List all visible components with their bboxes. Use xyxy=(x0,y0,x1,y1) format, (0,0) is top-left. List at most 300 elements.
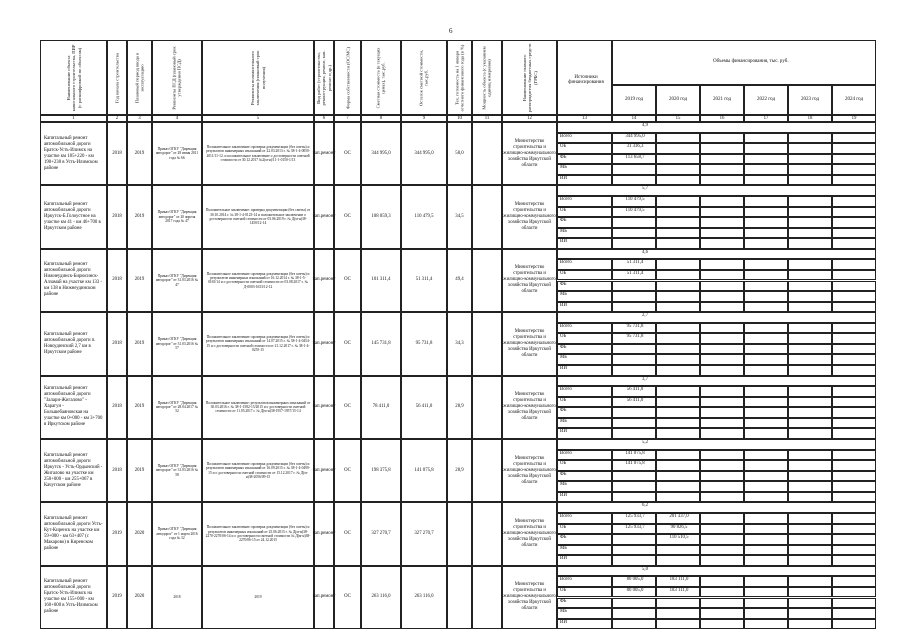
funding-value xyxy=(744,238,788,249)
cell-rest: 327 270,7 xyxy=(401,502,447,565)
funding-value xyxy=(788,217,832,228)
funding-source: Всего xyxy=(557,450,612,461)
header-label: Реквизиты ПСД (плановый срок утверждения ПСД) xyxy=(171,45,182,110)
funding-value xyxy=(612,228,656,239)
year-label: 2023 год xyxy=(800,97,820,102)
funding-value xyxy=(788,545,832,556)
funding-value xyxy=(612,164,656,175)
funding-value xyxy=(832,365,876,376)
funding-value xyxy=(832,608,876,619)
funding-value xyxy=(656,481,700,492)
funding-value xyxy=(700,608,744,619)
funding-value: 51 311,4 xyxy=(612,259,656,270)
cell-cost: 344 995,0 xyxy=(361,122,401,185)
funding-value xyxy=(656,228,700,239)
funding-value xyxy=(744,545,788,556)
column-index: 7 xyxy=(334,115,361,122)
funding-value xyxy=(744,524,788,535)
funding-value xyxy=(700,407,744,418)
funding-value xyxy=(788,281,832,292)
funding-value xyxy=(612,534,656,545)
funding-value xyxy=(832,534,876,545)
funding-value xyxy=(700,302,744,313)
funding-value xyxy=(788,524,832,535)
cell-own: ОС xyxy=(334,249,361,312)
funding-value xyxy=(700,238,744,249)
funding-value xyxy=(700,428,744,439)
funding-value xyxy=(700,555,744,566)
cell-rest: 263 116,0 xyxy=(401,566,447,629)
funding-source: ОБ xyxy=(557,143,612,154)
column-index: 12 xyxy=(502,115,557,122)
funding-value xyxy=(832,619,876,630)
funding-value xyxy=(656,143,700,154)
cell-capacity xyxy=(472,566,502,629)
funding-value xyxy=(612,471,656,482)
funding-value xyxy=(700,175,744,186)
funding-value xyxy=(788,534,832,545)
financing-note-row xyxy=(557,566,876,577)
column-index: 9 xyxy=(401,115,447,122)
funding-value xyxy=(788,397,832,408)
financing-note: 3,7 xyxy=(642,376,648,382)
funding-source: ФБ xyxy=(557,407,612,418)
cell-capacity xyxy=(472,502,502,565)
cell-capacity xyxy=(472,312,502,375)
funding-value xyxy=(656,259,700,270)
funding-value xyxy=(700,545,744,556)
cell-end: 2019 xyxy=(127,312,152,375)
funding-value xyxy=(744,323,788,334)
funding-value xyxy=(788,164,832,175)
cell-conclusion: Положительное заключение: проверка документации (без сметы) и результатов инженерных изысканий от 14.07.2015 г. № 38-1-4-0454-15 и о достоверности сметной стоимости от 21.12.2017 г. № 38-1-4-0255-15 xyxy=(202,312,314,375)
year-label: 2019 год xyxy=(624,97,644,102)
cell-start: 2018 xyxy=(107,312,127,375)
funding-value xyxy=(788,323,832,334)
year-label: 2022 год xyxy=(756,97,776,102)
funding-value xyxy=(744,133,788,144)
funding-value xyxy=(656,397,700,408)
funding-value xyxy=(656,492,700,503)
cell-cost: 198 375,8 xyxy=(361,439,401,502)
funding-value xyxy=(612,492,656,503)
funding-source: Всего xyxy=(557,323,612,334)
cell-name: Капитальный ремонт автомобильной дороги Иркутск-Б.Голоустное на участке км 41 - км 46+700 в Иркутском районе xyxy=(40,185,107,248)
funding-value: 113 658,7 xyxy=(612,154,656,165)
funding-value xyxy=(656,154,700,165)
cell-psd: Приказ ОГКУ "Дирекция автодорог" от 28 июня 2011 года № 66 xyxy=(152,122,202,185)
funding-value xyxy=(832,164,876,175)
cell-own: ОС xyxy=(334,502,361,565)
funding-value xyxy=(744,291,788,302)
cell-rest: 141 075,8 xyxy=(401,439,447,502)
cell-own: ОС xyxy=(334,376,361,439)
funding-value xyxy=(744,196,788,207)
cell-ready: 34,5 xyxy=(447,185,472,248)
funding-source: Всего xyxy=(557,196,612,207)
funding-value xyxy=(744,608,788,619)
funding-value xyxy=(788,619,832,630)
cell-capacity xyxy=(472,122,502,185)
column-index: 8 xyxy=(361,115,401,122)
cell-end: 2020 xyxy=(127,566,152,629)
cell-name: Капитальный ремонт автомобильной дороги Братск-Усть-Илимск на участке км 155+000 - км 160+000 в Усть-Илимском районе xyxy=(40,566,107,629)
funding-value xyxy=(832,228,876,239)
cell-psd: Приказ ОГКУ "Дирекция автодорог" от 1 марта 2016 года № 32 xyxy=(152,502,202,565)
funding-source: МБ xyxy=(557,164,612,175)
funding-value xyxy=(700,143,744,154)
funding-value xyxy=(788,407,832,418)
cell-end: 2019 xyxy=(127,376,152,439)
cell-start: 2018 xyxy=(107,376,127,439)
cell-rest: 95 731,8 xyxy=(401,312,447,375)
header-cell-3 xyxy=(127,40,152,115)
cell-name: Капитальный ремонт автомобильной дороги "Залари-Жигалово" - Харагун - Большебаяновская на участке км 0+000 - км 3+700 в Иркутском районе xyxy=(40,376,107,439)
column-index: 4 xyxy=(152,115,202,122)
cell-conclusion: Положительное заключение: проверка документации (без сметы) и результатов инженерных изысканий от 25.06.2015 г. № Д(м-н)38-2270-2270/06-14 и о достоверности сметной стоимости № Д(м-н)38-2270/06-15 от 24.12.2015 xyxy=(202,502,314,565)
funding-value xyxy=(788,598,832,609)
funding-value xyxy=(700,492,744,503)
cell-cost: 263 116,0 xyxy=(361,566,401,629)
funding-value xyxy=(700,598,744,609)
column-index: 16 xyxy=(700,115,744,122)
funding-value xyxy=(832,133,876,144)
funding-value xyxy=(744,407,788,418)
funding-value xyxy=(744,386,788,397)
funding-value xyxy=(788,133,832,144)
funding-value xyxy=(656,164,700,175)
funding-value xyxy=(744,354,788,365)
cell-grbs: Министерство строительства и жилищно-коммунального хозяйства Иркутской области xyxy=(502,502,557,565)
cell-start: 2018 xyxy=(107,249,127,312)
header-cell-7 xyxy=(334,40,361,115)
funding-value xyxy=(656,471,700,482)
cell-capacity xyxy=(472,249,502,312)
cell-psd: Приказ ОГКУ "Дирекция автодорог" от 31.03.2016 № 58 xyxy=(152,439,202,502)
cell-ready: 28,9 xyxy=(447,376,472,439)
funding-source: ФБ xyxy=(557,281,612,292)
cell-ready xyxy=(447,566,472,629)
funding-source: Всего xyxy=(557,259,612,270)
funding-value xyxy=(612,238,656,249)
funding-value xyxy=(700,164,744,175)
header-year xyxy=(656,85,700,115)
cell-name: Капитальный ремонт автомобильной дороги Иркутск - Усть-Ордынский - Жигалово на участке км 250+000 - км 255+067 в Качугском районе xyxy=(40,439,107,502)
header-year xyxy=(612,85,656,115)
financing-note-row xyxy=(557,312,876,323)
cell-work: кап.ремонт xyxy=(314,249,334,312)
cell-psd: Приказ ОГКУ "Дирекция автодорог" от 31.03.2016 № 57 xyxy=(152,312,202,375)
funding-value xyxy=(700,365,744,376)
cell-capacity xyxy=(472,185,502,248)
cell-grbs: Министерство строительства и жилищно-коммунального хозяйства Иркутской области xyxy=(502,312,557,375)
header-cell-6 xyxy=(314,40,334,115)
header-volumes xyxy=(612,40,876,85)
cell-work: кап.ремонт xyxy=(314,185,334,248)
funding-value xyxy=(744,598,788,609)
header-label: Остаток сметной стоимости, тыс.руб. xyxy=(418,49,429,106)
funding-value: 95 731,8 xyxy=(612,333,656,344)
funding-value xyxy=(700,323,744,334)
funding-value xyxy=(832,333,876,344)
funding-value xyxy=(832,471,876,482)
column-index: 14 xyxy=(612,115,656,122)
funding-value xyxy=(700,154,744,165)
funding-source: ОБ xyxy=(557,207,612,218)
funding-value xyxy=(700,270,744,281)
funding-value xyxy=(744,259,788,270)
funding-value xyxy=(700,534,744,545)
financing-note: 4,6 xyxy=(642,249,648,255)
funding-value xyxy=(656,407,700,418)
funding-value xyxy=(700,397,744,408)
funding-value xyxy=(700,481,744,492)
funding-value xyxy=(700,207,744,218)
funding-value xyxy=(700,196,744,207)
financing-note: 4,9 xyxy=(642,123,648,128)
header-label: Тех. готовность на 1 января отчетного финансового года (в %) xyxy=(454,44,465,111)
header-sources xyxy=(557,40,612,115)
funding-source: ФБ xyxy=(557,217,612,228)
cell-own: ОС xyxy=(334,122,361,185)
cell-end: 2019 xyxy=(127,185,152,248)
funding-value xyxy=(832,545,876,556)
funding-value xyxy=(612,365,656,376)
cell-start: 2018 xyxy=(107,185,127,248)
funding-value xyxy=(700,386,744,397)
funding-value xyxy=(656,323,700,334)
cell-ready: 49,4 xyxy=(447,249,472,312)
funding-value: 56 411,0 xyxy=(612,386,656,397)
funding-value xyxy=(788,344,832,355)
funding-value xyxy=(744,365,788,376)
funding-value xyxy=(744,281,788,292)
cell-name: Капитальный ремонт автомобильной дороги Усть-Кут-Киренск на участке км 59+000 - км 63+407 (с Макарово) в Киренском районе xyxy=(40,502,107,565)
funding-value: 201 337,0 xyxy=(656,513,700,524)
funding-value xyxy=(788,513,832,524)
funding-value xyxy=(832,524,876,535)
funding-value: 125 933,7 xyxy=(612,513,656,524)
funding-value xyxy=(744,534,788,545)
header-label: Вид работ (строительство, реконструкция, ремонт, кап. ремонт и др.) xyxy=(315,50,332,105)
cell-cost: 327 270,7 xyxy=(361,502,401,565)
funding-source: ФБ xyxy=(557,534,612,545)
funding-source: ИИ xyxy=(557,302,612,313)
funding-value xyxy=(656,175,700,186)
cell-grbs: Министерство строительства и жилищно-коммунального хозяйства Иркутской области xyxy=(502,249,557,312)
cell-own: ОС xyxy=(334,185,361,248)
cell-capacity xyxy=(472,439,502,502)
cell-grbs: Министерство строительства и жилищно-коммунального хозяйства Иркутской области xyxy=(502,566,557,629)
cell-conclusion: Положительное заключение: проверка документации (без сметы) от 30.10.2014 г. № 38-1-4-0123-14 и положительное заключение о достоверности сметной стоимости от 03.06.2019 г. № Д(м-н)38-1450/12-14 xyxy=(202,185,314,248)
funding-value xyxy=(700,344,744,355)
funding-value xyxy=(788,238,832,249)
funding-value xyxy=(832,259,876,270)
cell-cost: 78 411,0 xyxy=(361,376,401,439)
financing-note-row xyxy=(557,249,876,260)
funding-value xyxy=(612,344,656,355)
funding-value xyxy=(656,196,700,207)
funding-source: ОБ xyxy=(557,270,612,281)
cell-end: 2020 xyxy=(127,502,152,565)
funding-value xyxy=(832,407,876,418)
funding-value xyxy=(832,397,876,408)
funding-value: 95 731,8 xyxy=(612,323,656,334)
header-label: Сметная стоимость (в текущих ценах), тыс.руб. xyxy=(375,47,386,108)
funding-value xyxy=(656,418,700,429)
funding-source: Всего xyxy=(557,576,612,587)
funding-value xyxy=(788,555,832,566)
funding-value xyxy=(788,143,832,154)
funding-value xyxy=(700,259,744,270)
funding-source: ФБ xyxy=(557,344,612,355)
funding-value: 110 479,5 xyxy=(612,207,656,218)
funding-value xyxy=(744,333,788,344)
year-label: 2021 год xyxy=(712,97,732,102)
funding-source: МБ xyxy=(557,418,612,429)
funding-value xyxy=(656,598,700,609)
funding-value xyxy=(656,270,700,281)
header-label: Мощность объекта (с указанием единиц измерения) xyxy=(481,45,492,110)
funding-value xyxy=(612,545,656,556)
funding-value xyxy=(656,238,700,249)
funding-value xyxy=(788,450,832,461)
funding-value xyxy=(656,302,700,313)
financing-note: 5,2 xyxy=(642,440,648,445)
funding-value xyxy=(656,386,700,397)
funding-value xyxy=(788,175,832,186)
header-cell-1 xyxy=(40,40,107,115)
column-index: 1 xyxy=(40,115,107,122)
cell-grbs: Министерство строительства и жилищно-коммунального хозяйства Иркутской области xyxy=(502,376,557,439)
funding-source: ИИ xyxy=(557,555,612,566)
financing-note: 2,7 xyxy=(642,313,648,319)
column-index: 10 xyxy=(447,115,472,122)
funding-value xyxy=(700,281,744,292)
cell-work: кап.ремонт xyxy=(314,312,334,375)
funding-source: Всего xyxy=(557,133,612,144)
funding-value xyxy=(612,175,656,186)
funding-value xyxy=(744,460,788,471)
header-cell-12 xyxy=(502,40,557,115)
funding-value xyxy=(656,619,700,630)
funding-source: МБ xyxy=(557,354,612,365)
cell-rest: 51 311,4 xyxy=(401,249,447,312)
funding-value xyxy=(700,513,744,524)
funding-value xyxy=(788,154,832,165)
funding-source: МБ xyxy=(557,228,612,239)
cell-work: кап.ремонт xyxy=(314,502,334,565)
cell-cost: 145 731,8 xyxy=(361,312,401,375)
financing-note: 5,7 xyxy=(642,186,648,192)
cell-name: Капитальный ремонт автомобильной дороги Нижнеудинск-Бирюсинск-Алзамай на участке км 133 - км 138 в Нижнеудинском районе xyxy=(40,249,107,312)
funding-value xyxy=(832,386,876,397)
funding-source: ОБ xyxy=(557,587,612,598)
funding-value xyxy=(700,418,744,429)
header-cell-4 xyxy=(152,40,202,115)
cell-start: 2019 xyxy=(107,566,127,629)
funding-value: 183 111,0 xyxy=(656,576,700,587)
funding-value xyxy=(832,481,876,492)
funding-value xyxy=(744,587,788,598)
funding-value: 141 075,8 xyxy=(612,460,656,471)
funding-value xyxy=(612,608,656,619)
cell-conclusion: Положительное заключение: результатов инженерных изысканий от 30.03.2016 г. № 38-1-1582-15/2015 и о достоверности сметной стоимости от 11.05.2017 г. № Д(м-н)38-1957-1957/15-14 xyxy=(202,376,314,439)
cell-grbs: Министерство строительства и жилищно-коммунального хозяйства Иркутской области xyxy=(502,122,557,185)
header-cell-5 xyxy=(202,40,314,115)
funding-value xyxy=(700,354,744,365)
funding-value xyxy=(656,608,700,619)
column-index: 11 xyxy=(472,115,502,122)
funding-value xyxy=(700,587,744,598)
cell-psd: Приказ ОГКУ "Дирекция автодорог" от 20 апреля 2017 года № 47 xyxy=(152,185,202,248)
financing-note: 5,0 xyxy=(642,566,648,572)
cell-own: ОС xyxy=(334,312,361,375)
cell-cost: 108 059,3 xyxy=(361,185,401,248)
funding-value xyxy=(612,281,656,292)
funding-value xyxy=(612,354,656,365)
cell-conclusion: Положительное заключение: проверка документации (без сметы) и результатов инженерных изысканий от 22.03.2013 г. № 38-1-4-0050-2011/11-12. и положительное заключение о достоверности сметной стоимости от 30.12.2017 №2(м-н)/11-1-0150-1/13 xyxy=(202,122,314,185)
funding-source: МБ xyxy=(557,545,612,556)
cell-psd: 2018 xyxy=(152,566,202,629)
cell-grbs: Министерство строительства и жилищно-коммунального хозяйства Иркутской области xyxy=(502,439,557,502)
funding-source: МБ xyxy=(557,291,612,302)
funding-value xyxy=(788,228,832,239)
funding-source: ИИ xyxy=(557,619,612,630)
funding-value xyxy=(656,450,700,461)
funding-value xyxy=(656,133,700,144)
funding-value xyxy=(744,513,788,524)
funding-value xyxy=(744,228,788,239)
funding-value: 110 479,5 xyxy=(612,196,656,207)
funding-value xyxy=(656,460,700,471)
funding-value xyxy=(700,217,744,228)
header-cell-9 xyxy=(401,40,447,115)
cell-start: 2018 xyxy=(107,122,127,185)
cell-end: 2019 xyxy=(127,122,152,185)
cell-conclusion: 2019 xyxy=(202,566,314,629)
funding-value xyxy=(700,228,744,239)
cell-cost: 101 311,4 xyxy=(361,249,401,312)
funding-value xyxy=(744,302,788,313)
funding-value xyxy=(612,302,656,313)
funding-source: ИИ xyxy=(557,428,612,439)
funding-value xyxy=(788,460,832,471)
funding-value xyxy=(612,555,656,566)
financing-note-row xyxy=(557,439,876,450)
funding-value: 90 826,5 xyxy=(656,524,700,535)
column-index: 19 xyxy=(832,115,876,122)
funding-value xyxy=(832,513,876,524)
funding-value xyxy=(612,217,656,228)
funding-value xyxy=(700,471,744,482)
financing-note-row xyxy=(557,122,876,133)
cell-start: 2018 xyxy=(107,439,127,502)
column-index: 6 xyxy=(314,115,334,122)
funding-value xyxy=(788,291,832,302)
column-index: 2 xyxy=(107,115,127,122)
funding-value: 80 005,0 xyxy=(612,576,656,587)
cell-conclusion: Положительное заключение: проверка документации (без сметы) и результатов инженерных изысканий от 16.09.2015 г. № 38-1-4-0490-15 и о достоверности сметной стоимости от 15.12.2017 г. № Д(м-н)38-2056/09-15 xyxy=(202,439,314,502)
financing-note-row xyxy=(557,185,876,196)
column-index: 15 xyxy=(656,115,700,122)
column-index: 3 xyxy=(127,115,152,122)
header-label: Плановый период ввода в эксплуатацию xyxy=(134,52,145,103)
cell-work: кап.ремонт xyxy=(314,122,334,185)
header-label: Год начала строительства xyxy=(114,52,120,103)
funding-value xyxy=(788,270,832,281)
funding-source: ФБ xyxy=(557,598,612,609)
